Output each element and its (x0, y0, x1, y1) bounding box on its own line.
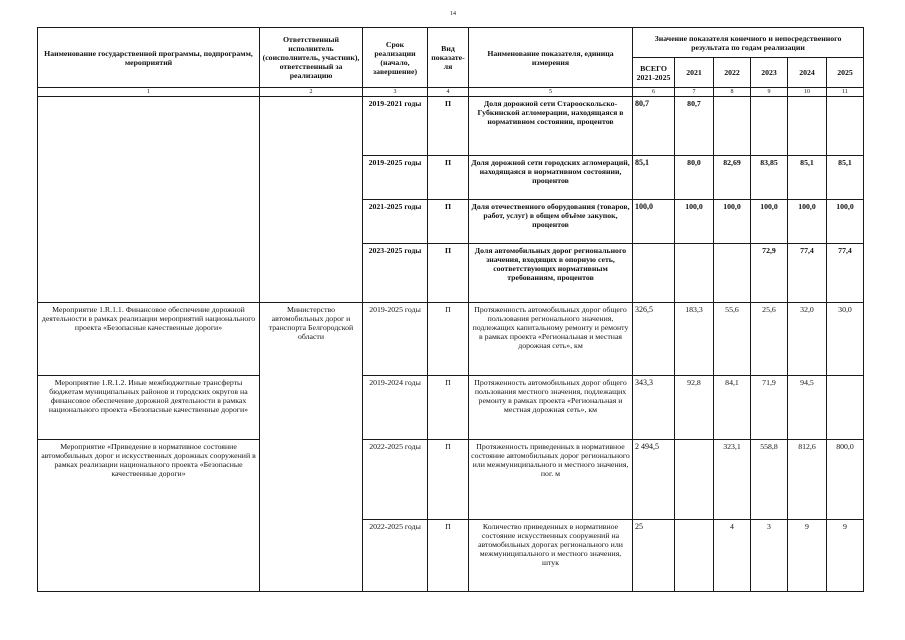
value-cell: 100,0 (714, 200, 751, 244)
value-cell (633, 244, 675, 303)
value-cell: 80,0 (675, 156, 714, 200)
term-cell: 2019-2021 годы (363, 97, 428, 156)
term-cell: 2019-2025 годы (363, 156, 428, 200)
column-number: 6 (633, 88, 675, 97)
value-cell: 812,6 (788, 440, 827, 520)
value-cell: 100,0 (633, 200, 675, 244)
term-cell: 2019-2024 годы (363, 376, 428, 440)
responsible-cell: Министерство автомобильных дорог и транспорта Белгородской области (260, 303, 363, 592)
value-cell: 85,1 (788, 156, 827, 200)
indicator-cell: Протяженность приведенных в нормативное состояние автомобильных дорог регионального или межмуниципального и местного значения, пог. м (469, 440, 633, 520)
table-row (38, 97, 864, 156)
column-number: 8 (714, 88, 751, 97)
indicator-cell: Доля дорожной сети городских агломераций, находящаяся в нормативном состоянии, процентов (469, 156, 633, 200)
term-cell: 2022-2025 годы (363, 520, 428, 592)
header-indicator: Наименование показателя, единица измерения (469, 28, 633, 88)
type-cell: П (428, 97, 469, 156)
value-cell: 84,1 (714, 376, 751, 440)
value-cell: 80,7 (675, 97, 714, 156)
value-cell: 25 (633, 520, 675, 592)
page-number: 14 (450, 11, 456, 17)
type-cell: П (428, 156, 469, 200)
value-cell (675, 440, 714, 520)
value-cell: 83,85 (751, 156, 788, 200)
responsible-cell (260, 97, 363, 303)
header-year: 2022 (714, 58, 751, 88)
header-year: 2024 (788, 58, 827, 88)
value-cell: 100,0 (788, 200, 827, 244)
value-cell (675, 520, 714, 592)
indicator-cell: Доля дорожной сети Старооскольско-Губкинской агломерации, находящаяся в нормативном состоянии, процентов (469, 97, 633, 156)
term-cell: 2021-2025 годы (363, 200, 428, 244)
value-cell: 32,0 (788, 303, 827, 376)
value-cell (714, 244, 751, 303)
value-cell: 343,3 (633, 376, 675, 440)
value-cell: 55,6 (714, 303, 751, 376)
table-row (38, 440, 864, 520)
indicator-table (37, 27, 864, 592)
value-cell (751, 97, 788, 156)
value-cell: 85,1 (827, 156, 864, 200)
term-cell: 2019-2025 годы (363, 303, 428, 376)
indicator-cell: Количество приведенных в нормативное состояние искусственных сооружений на автомобильных дорогах регионального или межмуниципального и местного значения, штук (469, 520, 633, 592)
type-cell: П (428, 440, 469, 520)
header-total: ВСЕГО 2021-2025 (633, 58, 675, 88)
type-cell: П (428, 200, 469, 244)
type-cell: П (428, 520, 469, 592)
value-cell: 2 494,5 (633, 440, 675, 520)
header-program: Наименование государственной программы, подпрограмм, мероприятий (38, 28, 260, 88)
column-number: 2 (260, 88, 363, 97)
value-cell: 72,9 (751, 244, 788, 303)
indicator-cell: Протяженность автомобильных дорог общего пользования регионального значения, подлежащих капитальному ремонту и ремонту в рамках проекта «Региональная и местная дорожная сеть», км (469, 303, 633, 376)
value-cell: 9 (827, 520, 864, 592)
value-cell: 25,6 (751, 303, 788, 376)
value-cell (714, 97, 751, 156)
value-cell: 71,9 (751, 376, 788, 440)
column-number: 11 (827, 88, 864, 97)
type-cell: П (428, 303, 469, 376)
column-number: 7 (675, 88, 714, 97)
value-cell: 30,0 (827, 303, 864, 376)
value-cell: 77,4 (827, 244, 864, 303)
term-cell: 2023-2025 годы (363, 244, 428, 303)
value-cell: 100,0 (675, 200, 714, 244)
value-cell: 183,3 (675, 303, 714, 376)
value-cell: 77,4 (788, 244, 827, 303)
column-number: 3 (363, 88, 428, 97)
table-body (38, 97, 864, 592)
value-cell (827, 376, 864, 440)
indicator-cell: Протяженность автомобильных дорог общего пользования местного значения, подлежащих ремонту в рамках проекта «Региональная и местная дорожная сеть», км (469, 376, 633, 440)
column-number: 1 (38, 88, 260, 97)
value-cell: 4 (714, 520, 751, 592)
value-cell: 80,7 (633, 97, 675, 156)
header-year: 2023 (751, 58, 788, 88)
program-name-cell: Мероприятие 1.R.1.2. Иные межбюджетные трансферты бюджетам муниципальных районов и городских округов на финансовое обеспечение дорожной деятельности в рамках национального проекта «Безопасные качественные дороги» (38, 376, 260, 440)
value-cell: 94,5 (788, 376, 827, 440)
header-year: 2025 (827, 58, 864, 88)
value-cell: 326,5 (633, 303, 675, 376)
table-header (38, 28, 864, 97)
value-cell (827, 97, 864, 156)
program-name-cell: Мероприятие 1.R.1.1. Финансовое обеспечение дорожной деятельности в рамках реализации мероприятий национального проекта «Безопасные качественные дороги» (38, 303, 260, 376)
value-cell: 9 (788, 520, 827, 592)
table-row (38, 303, 864, 376)
program-name-cell (38, 97, 260, 303)
value-cell (788, 97, 827, 156)
value-cell: 82,69 (714, 156, 751, 200)
value-cell: 800,0 (827, 440, 864, 520)
column-number: 4 (428, 88, 469, 97)
term-cell: 2022-2025 годы (363, 440, 428, 520)
header-type: Вид показате-ля (428, 28, 469, 88)
value-cell: 3 (751, 520, 788, 592)
indicator-cell: Доля автомобильных дорог регионального значения, входящих в опорную сеть, соответствующих нормативным требованиям, процентов (469, 244, 633, 303)
value-cell: 558,8 (751, 440, 788, 520)
value-cell: 92,8 (675, 376, 714, 440)
value-cell (675, 244, 714, 303)
column-number: 10 (788, 88, 827, 97)
value-cell: 323,1 (714, 440, 751, 520)
type-cell: П (428, 376, 469, 440)
table-row (38, 376, 864, 440)
value-cell: 85,1 (633, 156, 675, 200)
header-responsible: Ответственный исполнитель (соисполнитель, участник), ответственный за реализацию (260, 28, 363, 88)
value-cell: 100,0 (751, 200, 788, 244)
header-values-group: Значение показателя конечного и непосредственного результата по годам реализации (633, 28, 864, 58)
value-cell: 100,0 (827, 200, 864, 244)
indicator-cell: Доля отечественного оборудования (товаров, работ, услуг) в общем объёме закупок, процентов (469, 200, 633, 244)
column-number: 9 (751, 88, 788, 97)
header-term: Срок реализации (начало, завершение) (363, 28, 428, 88)
column-number-row (38, 88, 864, 97)
type-cell: П (428, 244, 469, 303)
header-year: 2021 (675, 58, 714, 88)
program-name-cell: Мероприятие «Приведение в нормативное состояние автомобильных дорог и искусственных дорожных сооружений в рамках реализации национального проекта «Безопасные качественные дороги» (38, 440, 260, 592)
column-number: 5 (469, 88, 633, 97)
